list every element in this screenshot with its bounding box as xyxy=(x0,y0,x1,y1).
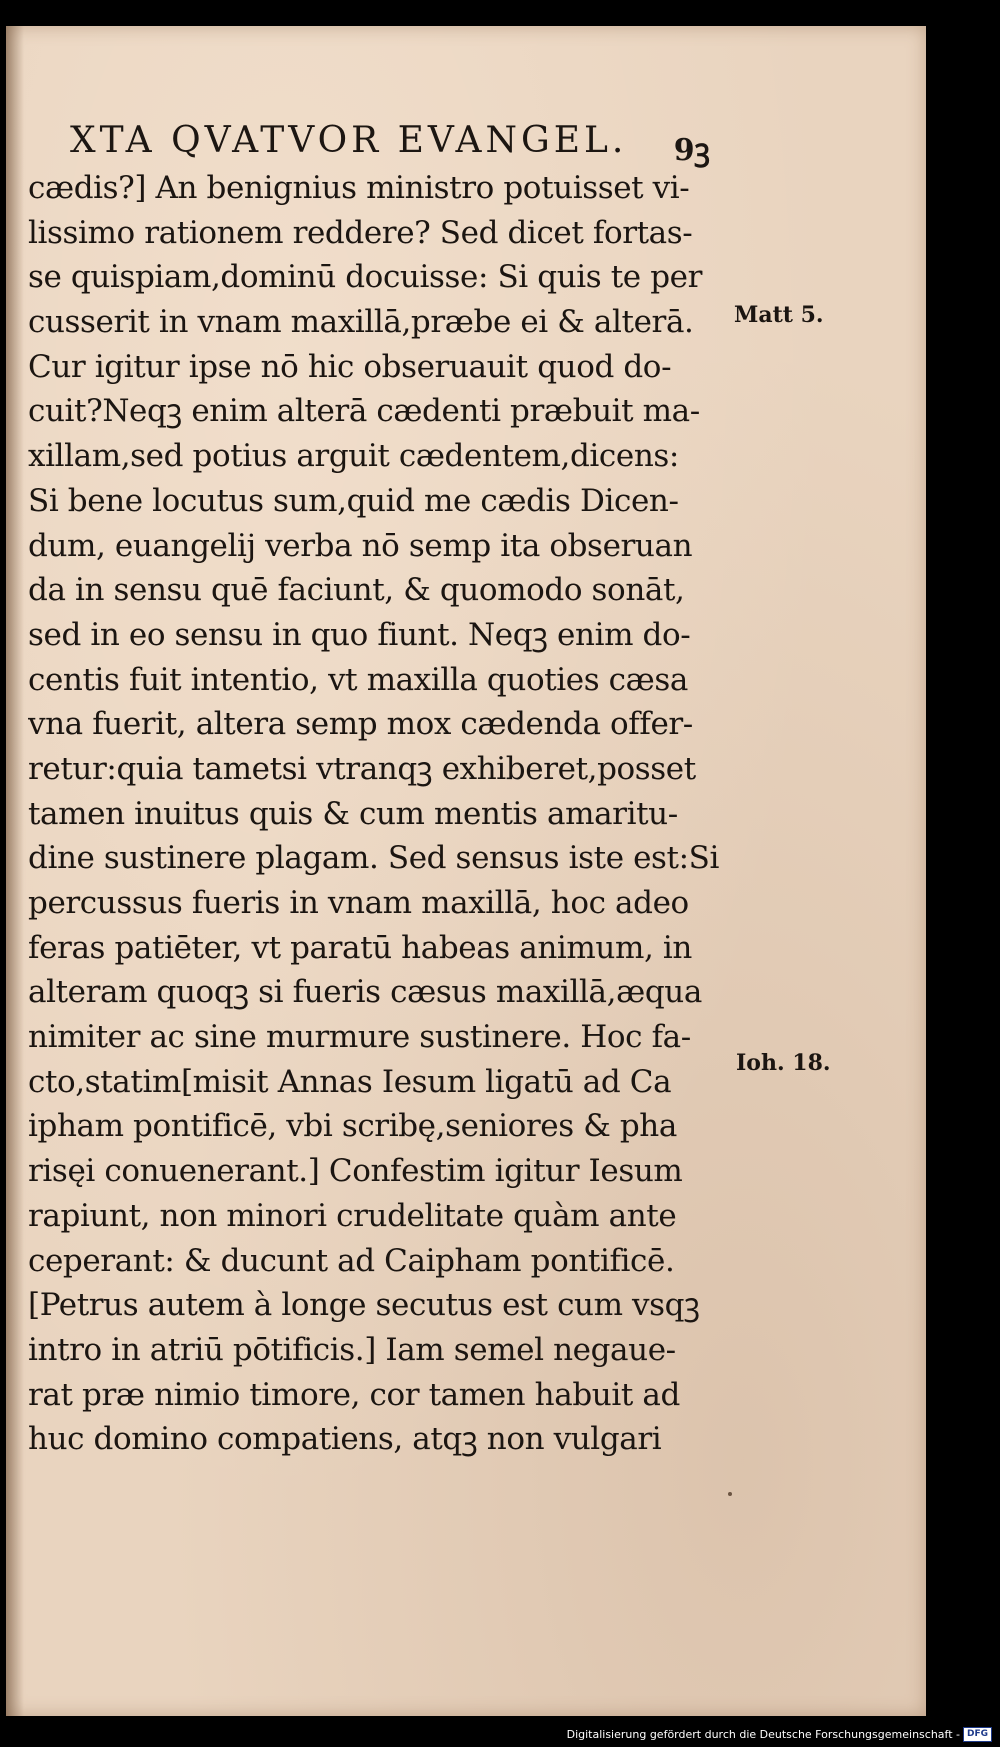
text-line: ceperant: & ducunt ad Caipham pontificē. xyxy=(28,1242,675,1279)
text-line: cuit?Neqꝫ enim alterā cædenti præbuit ma- xyxy=(28,393,700,430)
text-line: huc domino compatiens, atqꝫ non vulgari xyxy=(28,1421,662,1458)
page-number: 9ꝫ xyxy=(673,133,710,168)
text-line: cædis?] An benignius ministro potuisset vi- xyxy=(28,170,690,206)
text-line: percussus fueris in vnam maxillā, hoc adeo xyxy=(28,885,689,921)
text-line: feras patiēter, vt paratū habeas animum, in xyxy=(28,929,692,966)
text-line: sed in eo sensu in quo fiunt. Neqꝫ enim do- xyxy=(28,616,691,653)
marginal-note-john: Ioh. 18. xyxy=(736,1050,831,1076)
text-line: nimiter ac sine murmure sustinere. Hoc fa- xyxy=(28,1019,691,1056)
text-line: se quispiam,dominū docuisse: Si quis te per xyxy=(28,259,703,296)
text-line: vna fuerit, altera semp mox cædenda offer- xyxy=(28,706,693,743)
text-line: lissimo rationem reddere? Sed dicet fortas- xyxy=(28,214,693,251)
dfg-logo: DFG xyxy=(963,1727,992,1742)
text-line: da in sensu quē faciunt, & quomodo sonāt, xyxy=(28,572,685,609)
running-head-title: XTA QVATVOR EVANGEL. xyxy=(70,120,628,161)
text-line: ipham pontificē, vbi scribę,seniores & pha xyxy=(28,1108,677,1145)
text-line: intro in atriū pōtificis.] Iam semel negaue- xyxy=(28,1331,676,1368)
text-line: retur:quia tametsi vtranqꝫ exhiberet,posset xyxy=(28,750,696,787)
text-line: xillam,sed potius arguit cædentem,dicens: xyxy=(28,438,679,475)
text-line: risęi conuenerant.] Confestim igitur Iesum xyxy=(28,1153,683,1190)
text-line: [Petrus autem à longe secutus est cum vsqꝫ xyxy=(28,1287,700,1324)
digitization-credit-text: Digitalisierung gefördert durch die Deutsche Forschungsgemeinschaft - xyxy=(566,1727,960,1741)
text-line: alteram quoqꝫ si fueris cæsus maxillā,æqua xyxy=(28,974,702,1011)
book-page xyxy=(6,26,926,1716)
text-line: rapiunt, non minori crudelitate quàm ante xyxy=(28,1197,677,1234)
text-line: rat præ nimio timore, cor tamen habuit ad xyxy=(28,1376,680,1413)
text-line: cto,statim[misit Annas Iesum ligatū ad Ca xyxy=(28,1063,672,1100)
running-head xyxy=(70,106,710,170)
text-line: dine sustinere plagam. Sed sensus iste est:Si xyxy=(28,840,720,877)
text-line: dum, euangelij verba nō semp ita obseruan xyxy=(28,527,693,564)
marginal-note-matthew: Matt 5. xyxy=(734,302,824,328)
text-line: cusserit in vnam maxillā,præbe ei & alterā. xyxy=(28,304,694,341)
body-text xyxy=(28,166,728,1462)
text-line: tamen inuitus quis & cum mentis amaritu- xyxy=(28,795,678,832)
text-line: centis fuit intentio, vt maxilla quoties cæsa xyxy=(28,661,688,698)
ink-speck xyxy=(728,1492,732,1496)
text-line: Si bene locutus sum,quid me cædis Dicen- xyxy=(28,482,679,519)
digitization-credit xyxy=(567,1725,992,1743)
text-line: Cur igitur ipse nō hic obseruauit quod do- xyxy=(28,348,672,385)
